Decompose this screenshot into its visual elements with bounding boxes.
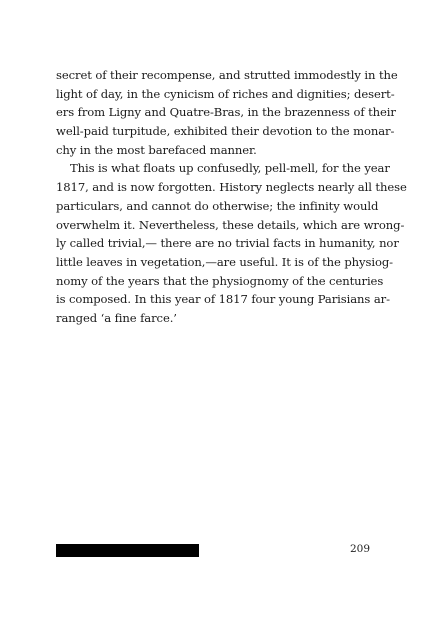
- text-line: 1817, and is now forgotten. History neglects nearly all these: [56, 180, 407, 195]
- text-line: overwhelm it. Nevertheless, these details, which are wrong-: [56, 217, 405, 232]
- paragraph-2: [56, 159, 407, 327]
- text-line: ers from Ligny and Quatre-Bras, in the brazenness of their: [56, 105, 396, 120]
- text-line: chy in the most barefaced manner.: [56, 142, 257, 157]
- body-text: [56, 66, 407, 328]
- paragraph-1: [56, 66, 398, 159]
- text-line: little leaves in vegetation,—are useful. It is of the physiog-: [56, 254, 393, 269]
- text-line: well-paid turpitude, exhibited their devotion to the monar-: [56, 124, 395, 139]
- text-line: is composed. In this year of 1817 four young Parisians ar-: [56, 292, 390, 307]
- page-number: 209: [349, 543, 370, 555]
- text-line: secret of their recompense, and strutted immodestly in the: [56, 68, 398, 82]
- text-line: This is what floats up confusedly, pell-mell, for the year: [70, 161, 390, 176]
- text-line: nomy of the years that the physiognomy of the centuries: [56, 273, 384, 288]
- text-line: particulars, and cannot do otherwise; the infinity would: [56, 198, 379, 213]
- text-line: light of day, in the cynicism of riches and dignities; desert-: [56, 86, 395, 101]
- text-line: ranged ‘a fine farce.’: [56, 310, 177, 325]
- redaction-bar: [56, 544, 199, 557]
- text-line: ly called trivial,— there are no trivial facts in humanity, nor: [56, 236, 399, 251]
